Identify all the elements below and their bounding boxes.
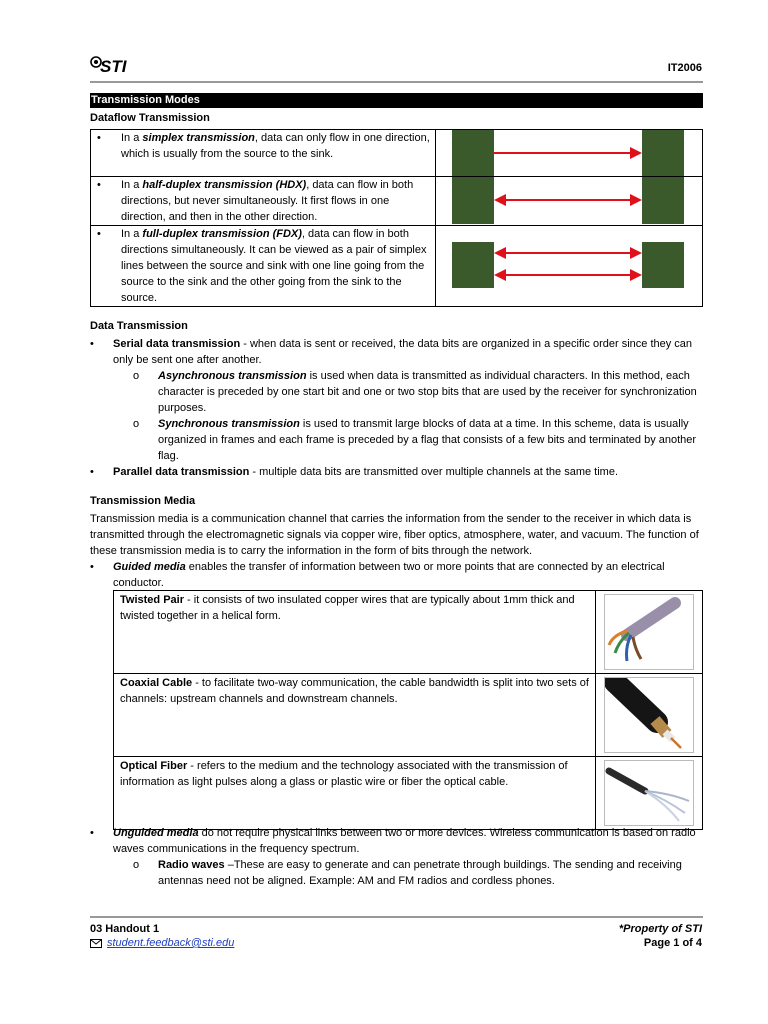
twisted-pair-icon <box>605 595 693 669</box>
bullet-icon: • <box>90 561 94 573</box>
table-row <box>91 177 703 226</box>
unguided-media-list <box>90 825 703 889</box>
media-heading: Transmission Media <box>90 495 196 507</box>
course-code: IT2006 <box>667 62 702 74</box>
sti-logo <box>90 54 132 76</box>
bullet-icon: • <box>90 466 94 478</box>
handout-label: 03 Handout 1 <box>90 923 160 935</box>
coaxial-cable-description: Coaxial Cable - to facilitate two-way communication, the cable bandwidth is split into two sets of channels: upstream channels and downstream channels. <box>114 674 596 757</box>
table-row <box>114 757 703 830</box>
dataflow-heading: Dataflow Transmission <box>90 112 210 124</box>
sub-bullet-icon: o <box>133 370 140 382</box>
sink-block <box>642 130 684 176</box>
list-item: o Asynchronous transmission is used when data is transmitted as individual characters. In this method, each character is preceded by one start bit and one or two stop bits that are used by the receiver for synchronization purposes. <box>133 370 697 414</box>
sink-block <box>642 177 684 224</box>
dataflow-table <box>90 129 703 307</box>
sti-logo-icon <box>90 55 132 75</box>
full-duplex-term: full-duplex transmission (FDX) <box>142 228 302 240</box>
simplex-term: simplex transmission <box>142 132 255 144</box>
mail-icon <box>90 939 102 948</box>
table-row <box>114 591 703 674</box>
list-item: • Parallel data transmission - multiple data bits are transmitted over multiple channels at the same time. <box>90 466 619 478</box>
section-title: Transmission Modes <box>91 94 200 106</box>
double-arrow-icon <box>494 246 642 260</box>
source-block <box>452 177 494 224</box>
header-rule <box>90 81 703 83</box>
page-number: Page 1 of 4 <box>643 937 702 949</box>
sink-block <box>642 242 684 288</box>
optical-fiber-image <box>604 760 694 826</box>
list-item: o Radio waves –These are easy to generate and can penetrate through buildings. The sending and receiving antennas need not be aligned. Example: AM and FM radios and cordless phones. <box>133 859 682 887</box>
bullet-icon: • <box>97 179 101 191</box>
optical-fiber-description: Optical Fiber - refers to the medium and the technology associated with the transmission of information as light pulses along a glass or plastic wire or fiber the optical cable. <box>114 757 596 830</box>
half-duplex-diagram <box>436 177 702 224</box>
bullet-icon: • <box>90 338 94 350</box>
source-block <box>452 242 494 288</box>
bullet-icon: • <box>97 132 101 144</box>
full-duplex-description: • In a full-duplex transmission (FDX), data can flow in both directions simultaneously. It can be viewed as a pair of simplex lines between the source and sink with one line going from the source to the sink and the other going from the sink to the source. <box>97 228 427 304</box>
right-arrow-icon <box>494 146 642 160</box>
list-item: • Serial data transmission - when data is sent or received, the data bits are organized in a specific order since they can only be sent one after another. <box>90 338 693 366</box>
feedback-email[interactable] <box>90 937 234 949</box>
property-label: *Property of STI <box>618 923 702 935</box>
svg-text:STI: STI <box>100 57 127 75</box>
source-block <box>452 130 494 176</box>
table-row <box>91 226 703 307</box>
section-title-bar <box>90 93 703 108</box>
twisted-pair-description: Twisted Pair - it consists of two insulated copper wires that are typically about 1mm thick and twisted together in a helical form. <box>114 591 596 674</box>
optical-fiber-icon <box>605 761 693 825</box>
full-duplex-diagram <box>436 226 702 306</box>
twisted-pair-image <box>604 594 694 670</box>
double-arrow-icon <box>494 268 642 282</box>
list-item: o Synchronous transmission is used to transmit large blocks of data at a time. In this scheme, data is usually organized in frames and each frame is preceded by a flag that consists of a few bits and terminated by another flag. <box>133 418 697 462</box>
half-duplex-term: half-duplex transmission (HDX) <box>142 179 307 191</box>
sub-bullet-icon: o <box>133 859 140 871</box>
feedback-email-link[interactable]: student.feedback@sti.edu <box>107 937 235 949</box>
footer-rule <box>90 916 703 918</box>
coaxial-cable-icon <box>605 678 693 752</box>
bullet-icon: • <box>90 827 94 839</box>
guided-media-table <box>113 590 703 830</box>
table-row <box>91 130 703 177</box>
double-arrow-icon <box>494 193 642 207</box>
simplex-diagram <box>436 130 702 176</box>
sub-bullet-icon: o <box>133 418 140 430</box>
list-item: • Unguided media do not require physical links between two or more devices. Wireless communication is based on radio waves communications in the frequency spectrum. <box>90 827 696 855</box>
simplex-description: • In a simplex transmission, data can only flow in one direction, which is usually from the source to the sink. <box>97 132 430 160</box>
guided-media-item: • Guided media enables the transfer of information between two or more points that are connected by an electrical conductor. <box>90 561 665 589</box>
half-duplex-description: • In a half-duplex transmission (HDX), data can flow in both directions, but never simultaneously. It first flows in one direction, and then in the other direction. <box>97 179 414 223</box>
data-transmission-list <box>90 336 703 480</box>
media-intro: Transmission media is a communication channel that carries the information from the sender to the receiver in which data is transmitted through the electromagnetic signals via copper wire, fiber optics, atmosphere, water, and vacuum. The function of these transmission media is to carry the information in the form of bits through the network. <box>90 513 699 557</box>
bullet-icon: • <box>97 228 101 240</box>
data-transmission-heading: Data Transmission <box>90 320 188 332</box>
table-row <box>114 674 703 757</box>
coaxial-cable-image <box>604 677 694 753</box>
